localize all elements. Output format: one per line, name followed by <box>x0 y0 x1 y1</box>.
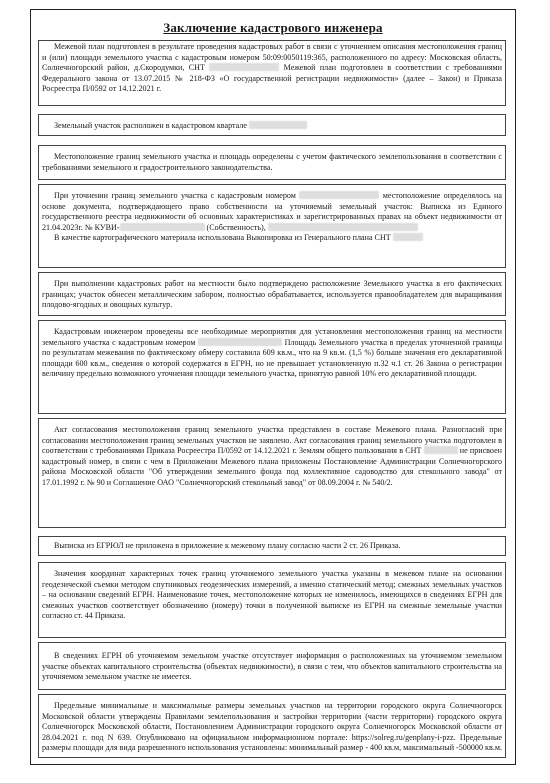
paragraph-text: В сведениях ЕГРН об уточняемом земельном участке отсутствует информация о расположенных на уточняемом земельном участке объектах капитального строительства (объектах недвижимости), в связи с тем, что объектов капитального строительства на уточняемом земельном участке не имеется. <box>42 651 502 682</box>
redaction-mark <box>424 446 458 454</box>
paragraph-capital-construction <box>38 642 506 690</box>
paragraph-text: Кадастровым инженером проведены все необходимые мероприятия для установления местоположения границ на местности земельного участка с кадастровым номером <box>42 327 502 347</box>
document-title: Заключение кадастрового инженера <box>163 20 383 35</box>
paragraph-text: местоположение определялось на основе документа, подтверждающего право собственности на уточняемый земельный участок: Выписка из Единого государственного реестра недвижимости об основных характеристиках и зарегистрированных правах на объект недвижимости от 21.04.2023г. № КУВИ- <box>42 191 502 232</box>
paragraph-text: Предельные минимальные и максимальные размеры земельных участков на территории городского округа Солнечногорск Московской области утверждены Правилами землепользования и застройки территории (части территории) городского округа Солнечногорск Московской области, Постановлением Администрации городского округа Солнечногорск Московской области от 28.04.2021 г. под N 639. Опубликовано на официальном информационном портале: https://solreg.ru/genplany-i-pzz. Предельные размеры площади для вида разрешенного использования установлены: минимальный размер - 400 кв.м, максимальный -500000 кв.м. <box>42 701 502 753</box>
paragraph-boundary-location <box>38 145 506 180</box>
paragraph-text: не присвоен кадастровый номер, в связи с чем в Приложении Межевого плана приложены Постановление Администрации Солнечногорского района Московской области "Об утверждении земельного фонда под коллективное садоводство для стекольного завода" от 17.01.1992 г. № 90 и Соглашение ОАО "Солнечногорский стекольный завод" от 08.09.2004 г. № 540/2. <box>42 446 502 487</box>
paragraph-approval-act <box>38 418 506 528</box>
redaction-mark <box>120 223 205 231</box>
paragraph-text: Выписка из ЕГРЮЛ не приложена в приложение к межевому плану согласно части 2 ст. 26 Приказа. <box>54 541 401 550</box>
redaction-mark <box>198 338 282 346</box>
paragraph-egrul-extract <box>38 536 506 556</box>
paragraph-text: Местоположение границ земельного участка и площадь определены с учетом фактического землепользования в соответствии с требованиями земельного и градостроительного законодательства. <box>42 152 502 172</box>
redaction-mark <box>249 121 307 129</box>
paragraph-text: Межевой план подготовлен в соответствии с требованиями Федерального закона от 13.07.2015 № 218-ФЗ «О государственной регистрации недвижимости» (далее – Закон) и Приказа Росреестра П/0592 от 14.12.2021 г. <box>42 63 502 94</box>
redaction-mark <box>209 63 279 71</box>
paragraph-text: Акт согласования местоположения границ земельного участка представлен в составе Межевого плана. Разногласий при согласовании местоположения границ земельных участков не заявлено. Акт согласования границ земельного участка подготовлен в соответствии с требованиями Приказа Росреестра П/0592 от 14.12.2021 г. Землям общего пользования в СНТ <box>42 425 502 456</box>
paragraph-coordinates <box>38 562 506 638</box>
paragraph-text: Земельный участок расположен в кадастровом квартале <box>54 121 249 130</box>
redaction-mark <box>268 223 418 231</box>
paragraph-text: Значения координат характерных точек границ уточняемого земельного участка указаны в межевом плане на основании геодезической съемки методом спутниковых геодезических измерений, а именно статический метод; смежных земельных участков – на основании сведений ЕГРН. Наименование точек, местоположение которых не изменилось, имеющихся в сведениях ЕГРН для смежных участков соответствует обозначению (номеру) точки в полученной выписке из ЕГРН на смежные земельные участки согласно ст. 44 Приказа. <box>42 569 502 621</box>
paragraph-text: (Собственность), <box>204 222 268 232</box>
paragraph-size-limits <box>38 694 506 758</box>
paragraph-text: В качестве картографического материала использована Выкопировка из Генерального плана СНТ <box>54 233 393 243</box>
paragraph-text: Межевой план подготовлен в результате проведения кадастровых работ в связи с уточнением описания местоположения границ и (или) площади земельного участка с кадастровым номером 50:09:0050119:365, расположенного по адресу: Московская область, Солнечногорский район, д.Скородумки, СНТ <box>42 42 502 73</box>
paragraph-field-work <box>38 272 506 316</box>
redaction-mark <box>393 233 423 241</box>
paragraph-cadastral-quarter <box>38 114 506 136</box>
document-frame <box>30 9 516 765</box>
paragraph-text <box>42 233 502 244</box>
paragraph-text: При уточнении границ земельного участка с кадастровым номером <box>54 191 300 200</box>
paragraph-text: Площадь Земельного участка в пределах уточненной границы по результатам межевания по фактическому обмеру составила 609 кв.м., что на 9 кв.м. (1,5 %) больше значения его декларативной площади 600 кв.м., сведения о которой содержатся в ЕГРН, но не превышает установленную п.32 ч.1 ст. 26 Закона о регистрации величину предельно возможного уточнения площади земельного участка, принятую равной 10% его декларативной площади. <box>42 337 503 379</box>
paragraph-text: При выполнении кадастровых работ на местности было подтверждено расположение Земельного участка в его фактических границах; участок обнесен металлическим забором, полностью обрабатывается, используется правообладателем для выращивания плодово-ягодных и овощных культур. <box>42 279 502 310</box>
paragraph-ownership-document <box>38 184 506 268</box>
redaction-mark <box>299 191 379 199</box>
paragraph-survey-plan <box>38 40 506 106</box>
paragraph-area-measurement <box>38 320 506 414</box>
